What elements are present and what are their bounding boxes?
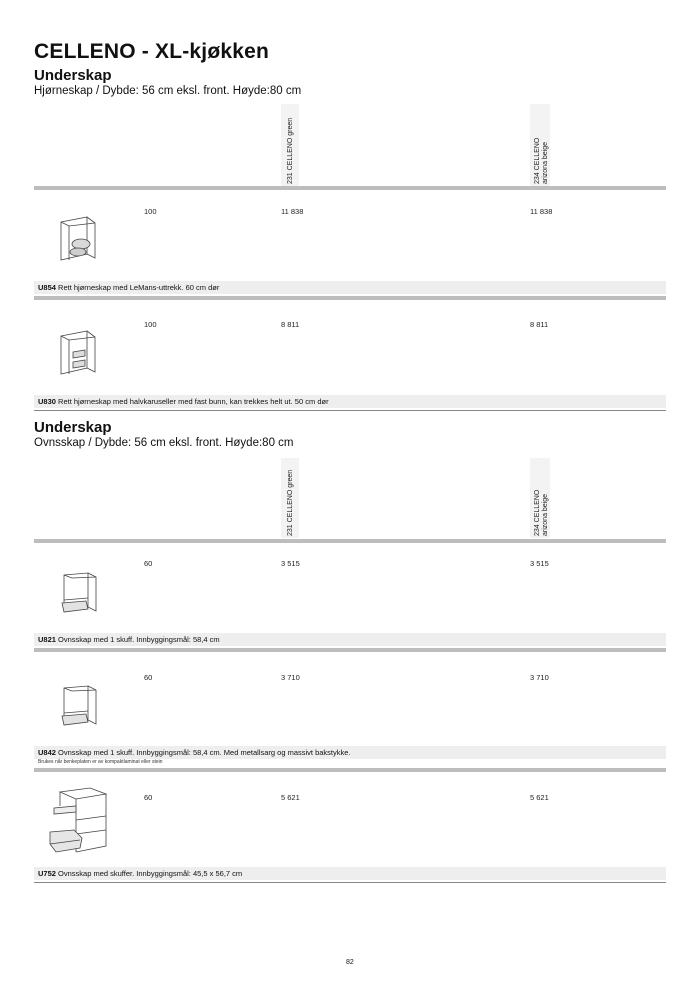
item-code: U830 bbox=[38, 397, 56, 406]
oven-cabinet-drawers-icon bbox=[46, 782, 114, 862]
item-description: Rett hjørneskap med halvkaruseller med fast bunn, kan trekkes helt ut. 50 cm dør bbox=[58, 397, 329, 406]
page-number: 82 bbox=[346, 959, 354, 966]
section-end-divider bbox=[34, 882, 666, 883]
item-price-234: 5 621 bbox=[530, 793, 549, 802]
item-price-234: 3 710 bbox=[530, 673, 549, 682]
item-price-231: 5 621 bbox=[281, 793, 300, 802]
item-description: Ovnsskap med 1 skuff. Innbyggingsmål: 58,4 cm. Med metallsarg og massivt bakstykke. bbox=[58, 748, 351, 757]
section-divider bbox=[34, 186, 666, 190]
item-code: U821 bbox=[38, 635, 56, 644]
item-description: Ovnsskap med skuffer. Innbyggingsmål: 45,5 x 56,7 cm bbox=[58, 869, 243, 878]
item-width: 60 bbox=[144, 559, 153, 568]
corner-cabinet-carousel-icon bbox=[55, 328, 115, 378]
item-description-row bbox=[38, 867, 242, 880]
item-price-231: 11 838 bbox=[281, 207, 304, 216]
item-code: U842 bbox=[38, 748, 56, 757]
corner-cabinet-lemans-icon bbox=[55, 214, 115, 264]
column-header-231: 231 CELLENO green bbox=[287, 117, 294, 184]
item-width: 60 bbox=[144, 793, 153, 802]
item-note: Brukes når benkeplaten er av kompaktlaminat eller stein bbox=[38, 759, 163, 765]
section-divider bbox=[34, 539, 666, 543]
item-code: U854 bbox=[38, 283, 56, 292]
item-width: 60 bbox=[144, 673, 153, 682]
column-header-line: arizona beige bbox=[542, 493, 549, 536]
item-description-row bbox=[38, 633, 220, 646]
item-price-234: 8 811 bbox=[530, 320, 549, 329]
column-header-234 bbox=[534, 490, 550, 536]
item-width: 100 bbox=[144, 207, 157, 216]
column-header-234 bbox=[534, 138, 550, 184]
section-title: Underskap bbox=[34, 67, 112, 84]
section-subtitle: Hjørneskap / Dybde: 56 cm eksl. front. Høyde:80 cm bbox=[34, 85, 302, 97]
column-header-line: 234 CELLENO bbox=[534, 137, 541, 184]
oven-cabinet-metal-drawer-icon bbox=[58, 680, 108, 730]
oven-cabinet-drawer-icon bbox=[58, 567, 108, 617]
item-divider bbox=[34, 296, 666, 300]
item-description-row bbox=[38, 395, 329, 408]
item-description-row bbox=[38, 281, 219, 294]
item-price-231: 3 515 bbox=[281, 559, 300, 568]
item-divider bbox=[34, 648, 666, 652]
item-description: Rett hjørneskap med LeMans-uttrekk. 60 cm dør bbox=[58, 283, 220, 292]
item-price-231: 8 811 bbox=[281, 320, 300, 329]
column-header-line: 234 CELLENO bbox=[534, 489, 541, 536]
item-description: Ovnsskap med 1 skuff. Innbyggingsmål: 58,4 cm bbox=[58, 635, 220, 644]
document-title: CELLENO - XL-kjøkken bbox=[34, 40, 270, 63]
item-divider bbox=[34, 768, 666, 772]
column-header-231: 231 CELLENO green bbox=[287, 469, 294, 536]
item-price-231: 3 710 bbox=[281, 673, 300, 682]
section-subtitle: Ovnsskap / Dybde: 56 cm eksl. front. Høyde:80 cm bbox=[34, 437, 294, 449]
item-width: 100 bbox=[144, 320, 157, 329]
item-code: U752 bbox=[38, 869, 56, 878]
item-price-234: 11 838 bbox=[530, 207, 553, 216]
item-description-row bbox=[38, 746, 351, 759]
section-title: Underskap bbox=[34, 419, 112, 436]
section-end-divider bbox=[34, 410, 666, 411]
column-header-line: arizona beige bbox=[542, 141, 549, 184]
item-price-234: 3 515 bbox=[530, 559, 549, 568]
